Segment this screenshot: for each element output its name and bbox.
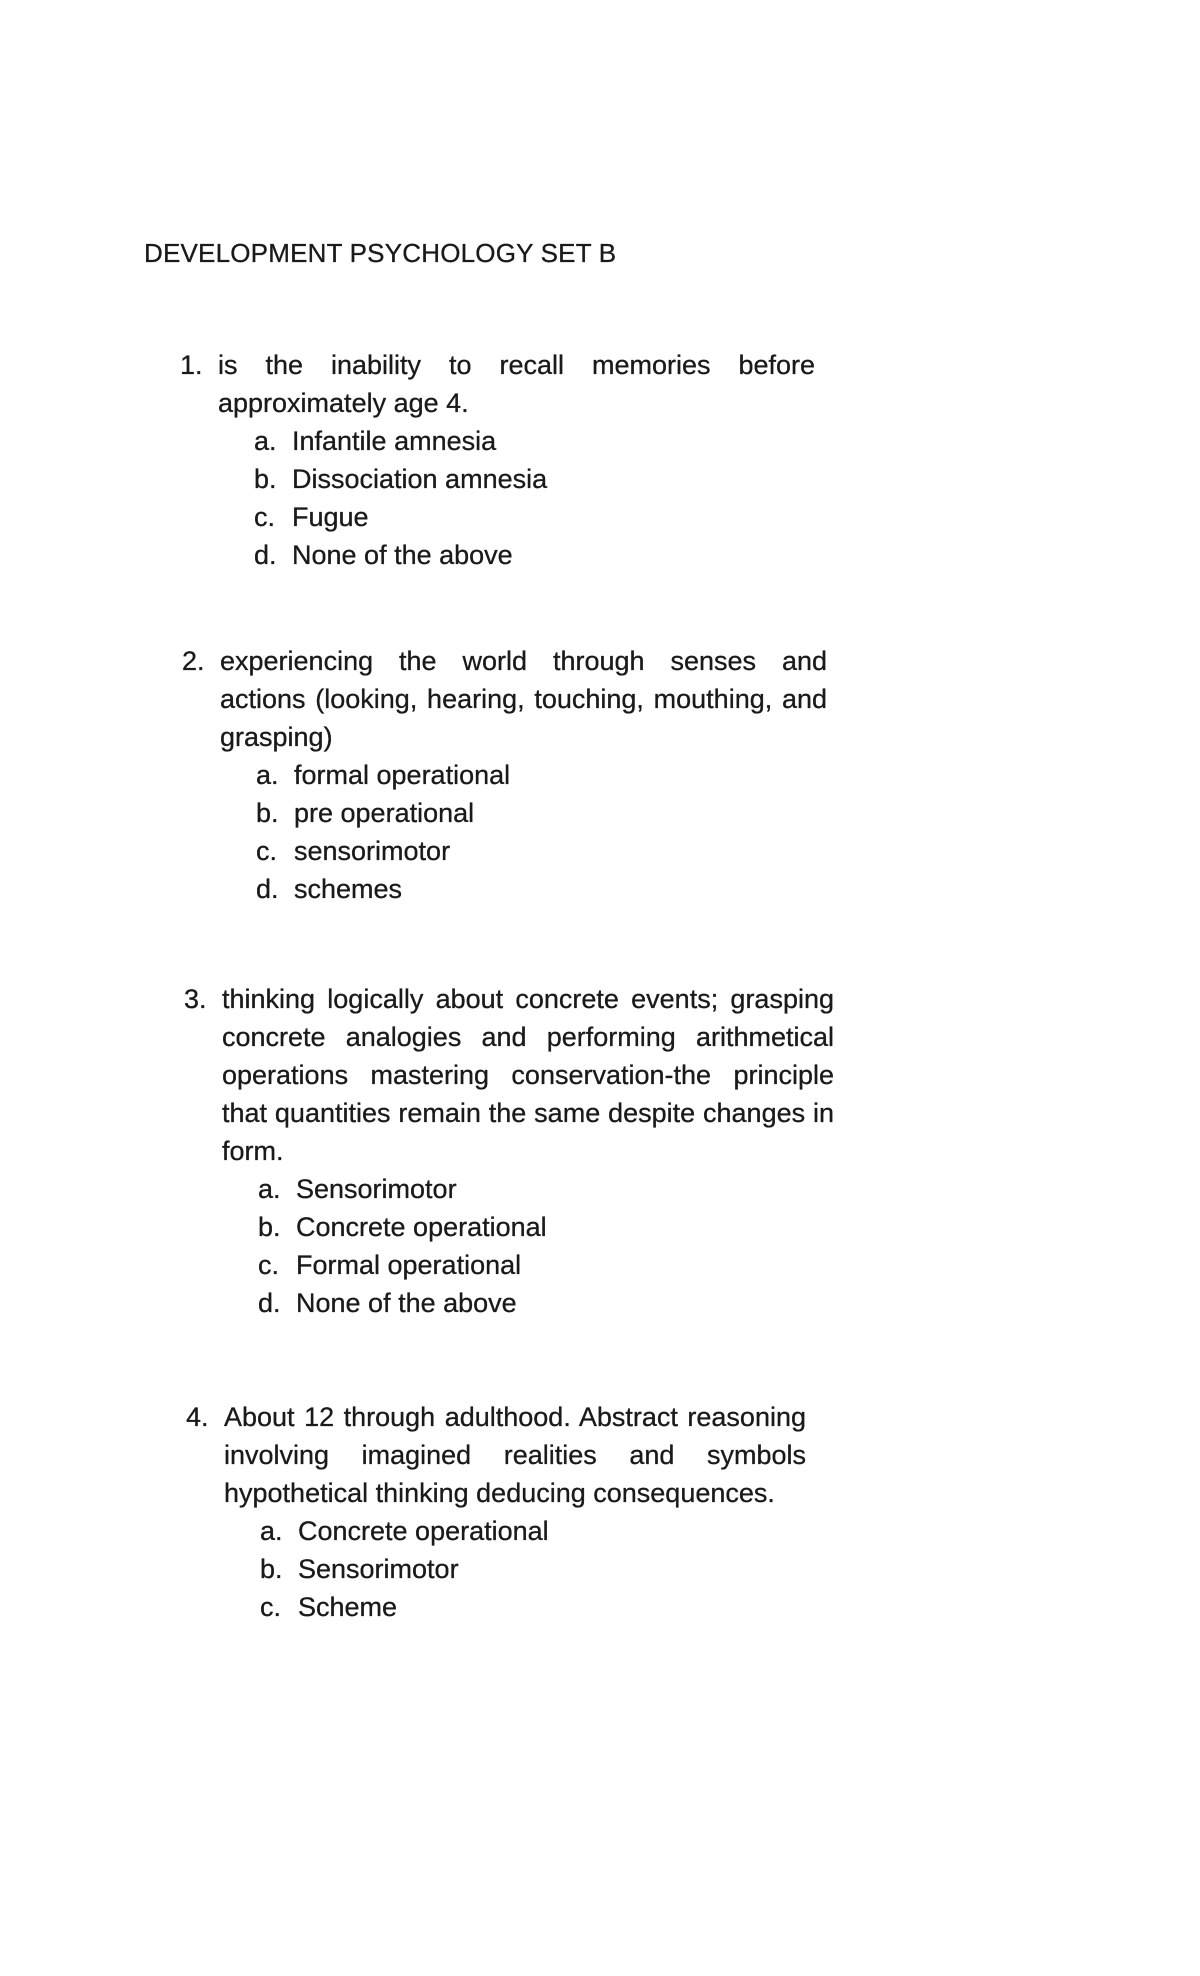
option-text: formal operational	[294, 760, 511, 790]
answer-option-a	[256, 756, 827, 794]
option-letter: d.	[254, 540, 277, 570]
answer-option-d	[258, 1284, 834, 1322]
option-text: Formal operational	[296, 1250, 522, 1280]
option-letter: a.	[258, 1174, 281, 1204]
question-number: 1.	[180, 350, 203, 380]
answer-option-b	[258, 1208, 834, 1246]
answer-option-c	[260, 1588, 806, 1626]
option-letter: a.	[256, 760, 279, 790]
option-text: Scheme	[298, 1592, 398, 1622]
option-text: Fugue	[292, 502, 369, 532]
option-letter: d.	[258, 1288, 281, 1318]
option-text: Dissociation amnesia	[292, 464, 548, 494]
option-letter: c.	[258, 1250, 280, 1280]
answer-option-a	[254, 422, 815, 460]
answer-options	[258, 1170, 834, 1322]
option-letter: c.	[254, 502, 276, 532]
question-2	[182, 642, 827, 908]
page-title: DEVELOPMENT PSYCHOLOGY SET B	[144, 238, 617, 268]
option-text: Infantile amnesia	[292, 426, 497, 456]
answer-option-d	[256, 870, 827, 908]
question-number: 4.	[186, 1402, 209, 1432]
question-number: 3.	[184, 984, 207, 1014]
option-text: Sensorimotor	[296, 1174, 457, 1204]
answer-option-b	[254, 460, 815, 498]
option-text: None of the above	[292, 540, 513, 570]
option-letter: a.	[254, 426, 277, 456]
answer-options	[256, 756, 827, 908]
option-letter: c.	[260, 1592, 282, 1622]
question-text: About 12 through adulthood. Abstract reasoning involving imagined realities and symbols hypothetical thinking deducing consequences.	[224, 1402, 806, 1508]
option-letter: b.	[256, 798, 279, 828]
answer-options	[260, 1512, 806, 1626]
option-letter: c.	[256, 836, 278, 866]
answer-option-c	[254, 498, 815, 536]
option-letter: a.	[260, 1516, 283, 1546]
answer-option-a	[258, 1170, 834, 1208]
question-1	[180, 346, 815, 574]
option-text: pre operational	[294, 798, 475, 828]
answer-options	[254, 422, 815, 574]
option-letter: b.	[258, 1212, 281, 1242]
answer-option-b	[256, 794, 827, 832]
answer-option-c	[258, 1246, 834, 1284]
option-text: Concrete operational	[298, 1516, 549, 1546]
answer-option-d	[254, 536, 815, 574]
question-3	[184, 980, 834, 1322]
question-text: experiencing the world through senses and actions (looking, hearing, touching, mouthing, and grasping)	[220, 646, 827, 752]
answer-option-a	[260, 1512, 806, 1550]
question-text: is the inability to recall memories before approximately age 4.	[218, 350, 815, 418]
option-text: Sensorimotor	[298, 1554, 459, 1584]
question-number: 2.	[182, 646, 205, 676]
answer-option-c	[256, 832, 827, 870]
option-letter: b.	[260, 1554, 283, 1584]
option-text: None of the above	[296, 1288, 517, 1318]
answer-option-b	[260, 1550, 806, 1588]
option-text: Concrete operational	[296, 1212, 547, 1242]
question-4	[186, 1398, 806, 1626]
option-letter: d.	[256, 874, 279, 904]
option-letter: b.	[254, 464, 277, 494]
option-text: sensorimotor	[294, 836, 451, 866]
question-text: thinking logically about concrete events; grasping concrete analogies and performing arithmetical operations mastering conservation-the principle that quantities remain the same despite changes in form.	[222, 984, 834, 1166]
option-text: schemes	[294, 874, 403, 904]
